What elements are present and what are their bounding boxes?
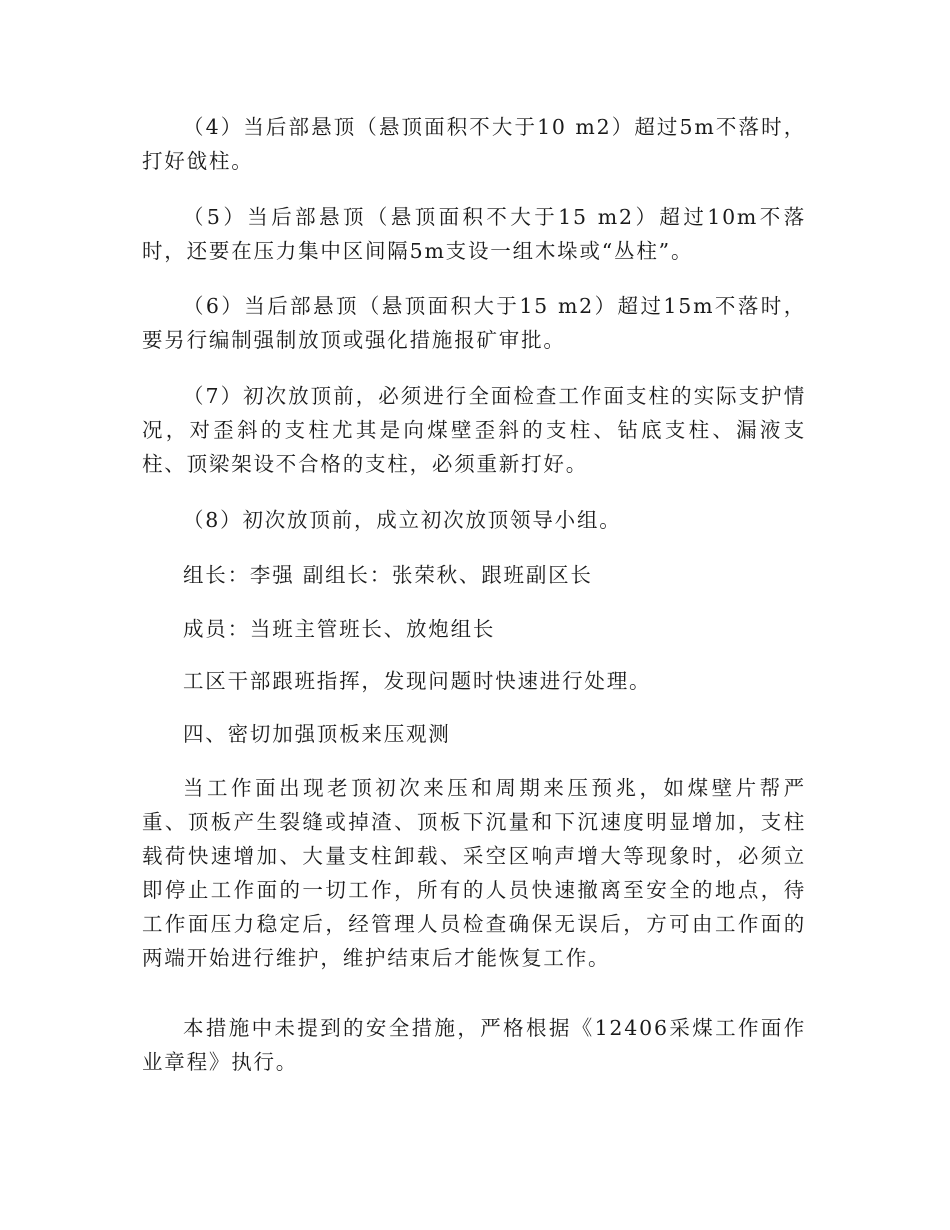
paragraph-item-6: （6）当后部悬顶（悬顶面积大于15 m2）超过15m不落时，要另行编制强制放顶或强化措施报矿审批。	[142, 294, 806, 352]
paragraph-item-8: （8）初次放顶前，成立初次放顶领导小组。	[183, 508, 622, 532]
closing-paragraph: 本措施中未提到的安全措施，严格根据《12406采煤工作面作业章程》执行。	[142, 1016, 806, 1074]
team-members-line: 成员：当班主管班长、放炮组长	[183, 617, 496, 641]
roof-pressure-paragraph: 当工作面出现老顶初次来压和周期来压预兆，如煤壁片帮严重、顶板产生裂缝或掉渣、顶板下沉量和下沉速度明显增加，支柱载荷快速增加、大量支柱卸载、采空区响声增大等现象时，必须立即停止工作面的一切工作，所有的人员快速撤离至安全的地点，待工作面压力稳定后，经管理人员检查确保无误后，方可由工作面的两端开始进行维护，维护结束后才能恢复工作。	[142, 776, 806, 970]
paragraph-item-7: （7）初次放顶前，必须进行全面检查工作面支柱的实际支护情况，对歪斜的支柱尤其是向煤壁歪斜的支柱、钻底支柱、漏液支柱、顶梁架设不合格的支柱，必须重新打好。	[142, 384, 806, 476]
paragraph-item-5: （5）当后部悬顶（悬顶面积不大于15 m2）超过10m不落时，还要在压力集中区间隔5m支设一组木垛或“丛柱”。	[142, 205, 806, 263]
team-leader-line: 组长：李强 副组长：张荣秋、跟班副区长	[183, 563, 593, 587]
paragraph-item-4: （4）当后部悬顶（悬顶面积不大于10 m2）超过5m不落时，打好戗柱。	[142, 115, 806, 173]
supervision-line: 工区干部跟班指挥，发现问题时快速进行处理。	[183, 669, 652, 693]
section-heading-four: 四、密切加强顶板来压观测	[183, 722, 451, 746]
